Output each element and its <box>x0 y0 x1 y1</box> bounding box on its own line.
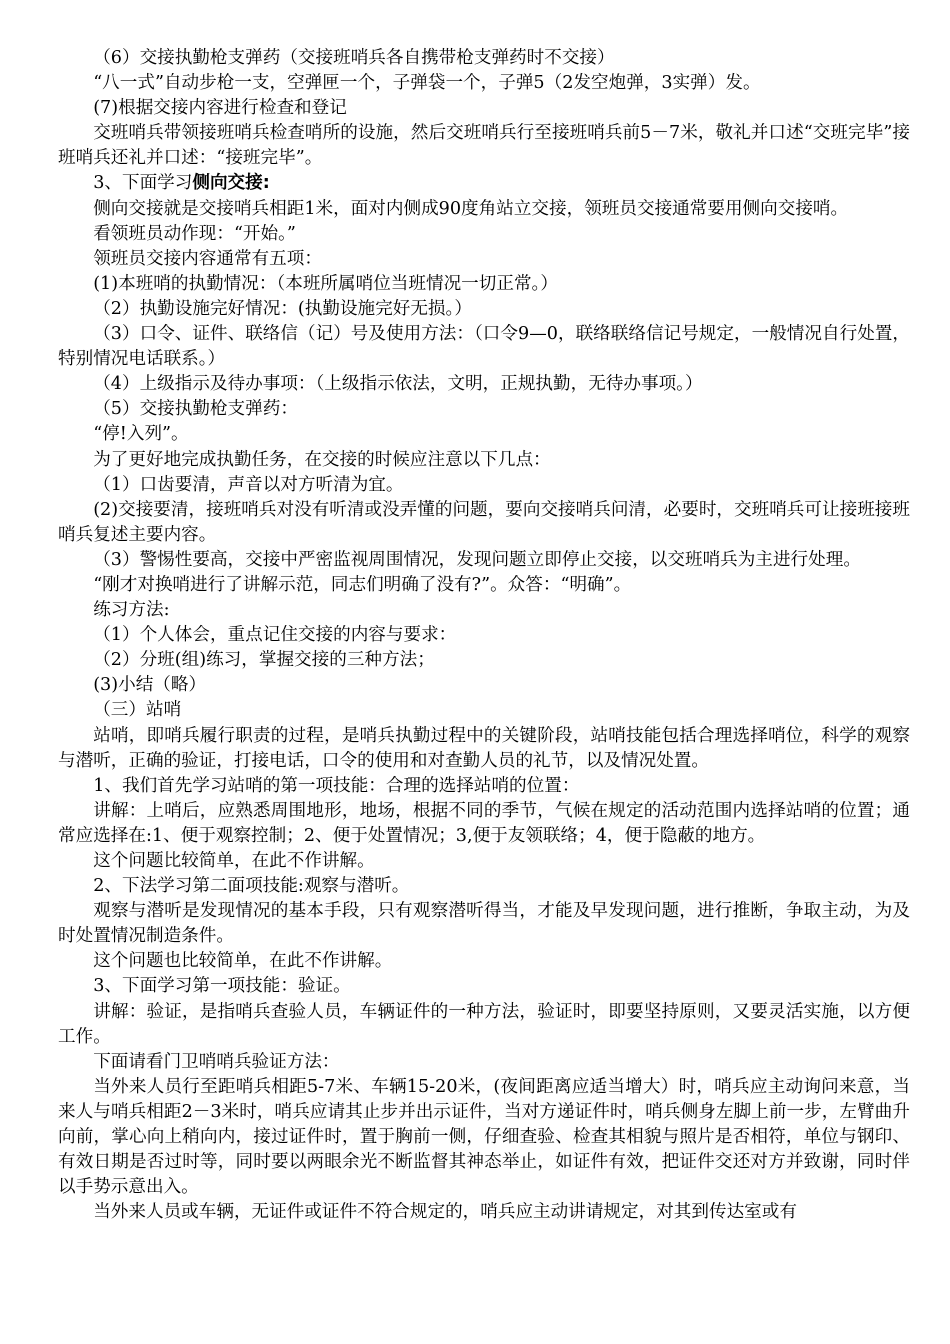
paragraph-17: (2)交接要清，接班哨兵对没有听清或没弄懂的问题，要向交接哨兵问清，必要时，交班哨兵可让接班接班哨兵复述主要内容。 <box>58 499 910 545</box>
paragraph-19: “刚才对换哨进行了讲解示范，同志们明确了没有?”。众答：“明确”。 <box>93 574 632 595</box>
paragraph-20: 练习方法: <box>93 600 170 621</box>
paragraph-21: （1）个人体会，重点记住交接的内容与要求： <box>93 625 457 646</box>
paragraph-33: 讲解：验证，是指哨兵查验人员，车辆证件的一种方法，验证时，即要坚持原则，又要灵活实施，以方便工作。 <box>58 1001 910 1047</box>
paragraph-3: (7)根据交接内容进行检查和登记 <box>93 98 347 119</box>
paragraph-4: 交班哨兵带领接班哨兵检查哨所的设施，然后交班哨兵行至接班哨兵前5－7米，敬礼并口述“交班完毕”接班哨兵还礼并口述：“接班完毕”。 <box>58 123 910 169</box>
paragraph-7: 看领班员动作现：“开始。” <box>93 223 296 244</box>
paragraph-5 <box>58 171 910 196</box>
paragraph-32: 3、下面学习第一项技能：验证。 <box>93 976 351 997</box>
section-heading-bold: 侧向交接: <box>192 173 270 194</box>
paragraph-24: （三）站哨 <box>93 700 182 721</box>
paragraph-29: 2、下法学习第二面项技能:观察与潜听。 <box>93 876 410 897</box>
paragraph-16: （1）口齿要清，声音以对方听清为宜。 <box>93 474 404 495</box>
paragraph-14: “停!入列”。 <box>93 424 189 445</box>
paragraph-23: (3)小结（略） <box>93 675 207 696</box>
paragraph-2: “八一式”自动步枪一支，空弹匣一个，子弹袋一个，子弹5（2发空炮弹，3实弹）发。 <box>93 73 761 94</box>
paragraph-35: 当外来人员行至距哨兵相距5-7米、车辆15-20米，(夜间距离应适当增大）时，哨兵应主动询问来意，当来人与哨兵相距2－3米时，哨兵应请其止步并出示证件，当对方递证件时，哨兵侧身左脚上前一步，左臂曲升向前，掌心向上稍向内，接过证件时，置于胸前一侧，仔细查验、检查其相貌与照片是否相符，单位与钢印、有效日期是否过时等，同时要以两眼余光不断监督其神态举止，如证件有效，把证件交还对方并致谢，同时伴以手势示意出入。 <box>58 1076 910 1198</box>
paragraph-36: 当外来人员或车辆，无证件或证件不符合规定的，哨兵应主动讲请规定，对其到传达室或有 <box>93 1202 797 1223</box>
paragraph-31: 这个问题也比较简单，在此不作讲解。 <box>93 951 393 972</box>
paragraph-22: （2）分班(组)练习，掌握交接的三种方法； <box>93 650 435 671</box>
paragraph-1: （6）交接执勤枪支弹药（交接班哨兵各自携带枪支弹药时不交接） <box>93 48 615 68</box>
paragraph-6: 侧向交接就是交接哨兵相距1米，面对内侧成90度角站立交接，领班员交接通常要用侧向交接哨。 <box>93 198 849 219</box>
paragraph-25: 站哨，即哨兵履行职责的过程，是哨兵执勤过程中的关键阶段，站哨技能包括合理选择哨位，科学的观察与潜听，正确的验证，打接电话，口令的使用和对查勤人员的礼节，以及情况处置。 <box>58 725 910 771</box>
paragraph-5-text: 3、下面学习 <box>93 173 193 194</box>
paragraph-8: 领班员交接内容通常有五项： <box>93 248 322 269</box>
paragraph-12: （4）上级指示及待办事项：（上级指示依法，文明，正规执勤，无待办事项。） <box>93 374 703 395</box>
paragraph-15: 为了更好地完成执勤任务，在交接的时候应注意以下几点： <box>93 449 551 470</box>
paragraph-27: 讲解：上哨后，应熟悉周围地形，地场，根据不同的季节，气候在规定的活动范围内选择站哨的位置；通常应选择在:1、便于观察控制；2、便于处置情况；3,便于友领联络；4，便于隐蔽的地方。 <box>58 800 910 846</box>
paragraph-10: （2）执勤设施完好情况：(执勤设施完好无损。） <box>93 298 472 319</box>
paragraph-11: （3）口令、证件、联络信（记）号及使用方法：（口令9—0，联络联络信记号规定，一般情况自行处置，特别情况电话联系。） <box>58 324 910 370</box>
paragraph-9: (1)本班哨的执勤情况：（本班所属哨位当班情况一切正常。） <box>93 273 558 294</box>
paragraph-26: 1、我们首先学习站哨的第一项技能：合理的选择站哨的位置： <box>93 775 580 796</box>
paragraph-18: （3）警惕性要高，交接中严密监视周围情况，发现问题立即停止交接，以交班哨兵为主进行处理。 <box>93 549 861 570</box>
paragraph-34: 下面请看门卫哨哨兵验证方法： <box>93 1051 340 1072</box>
paragraph-28: 这个问题比较简单，在此不作讲解。 <box>93 851 375 871</box>
paragraph-30: 观察与潜听是发现情况的基本手段，只有观察潜听得当，才能及早发现问题，进行推断，争取主动，为及时处置情况制造条件。 <box>58 901 910 947</box>
paragraph-13: （5）交接执勤枪支弹药： <box>93 399 298 420</box>
